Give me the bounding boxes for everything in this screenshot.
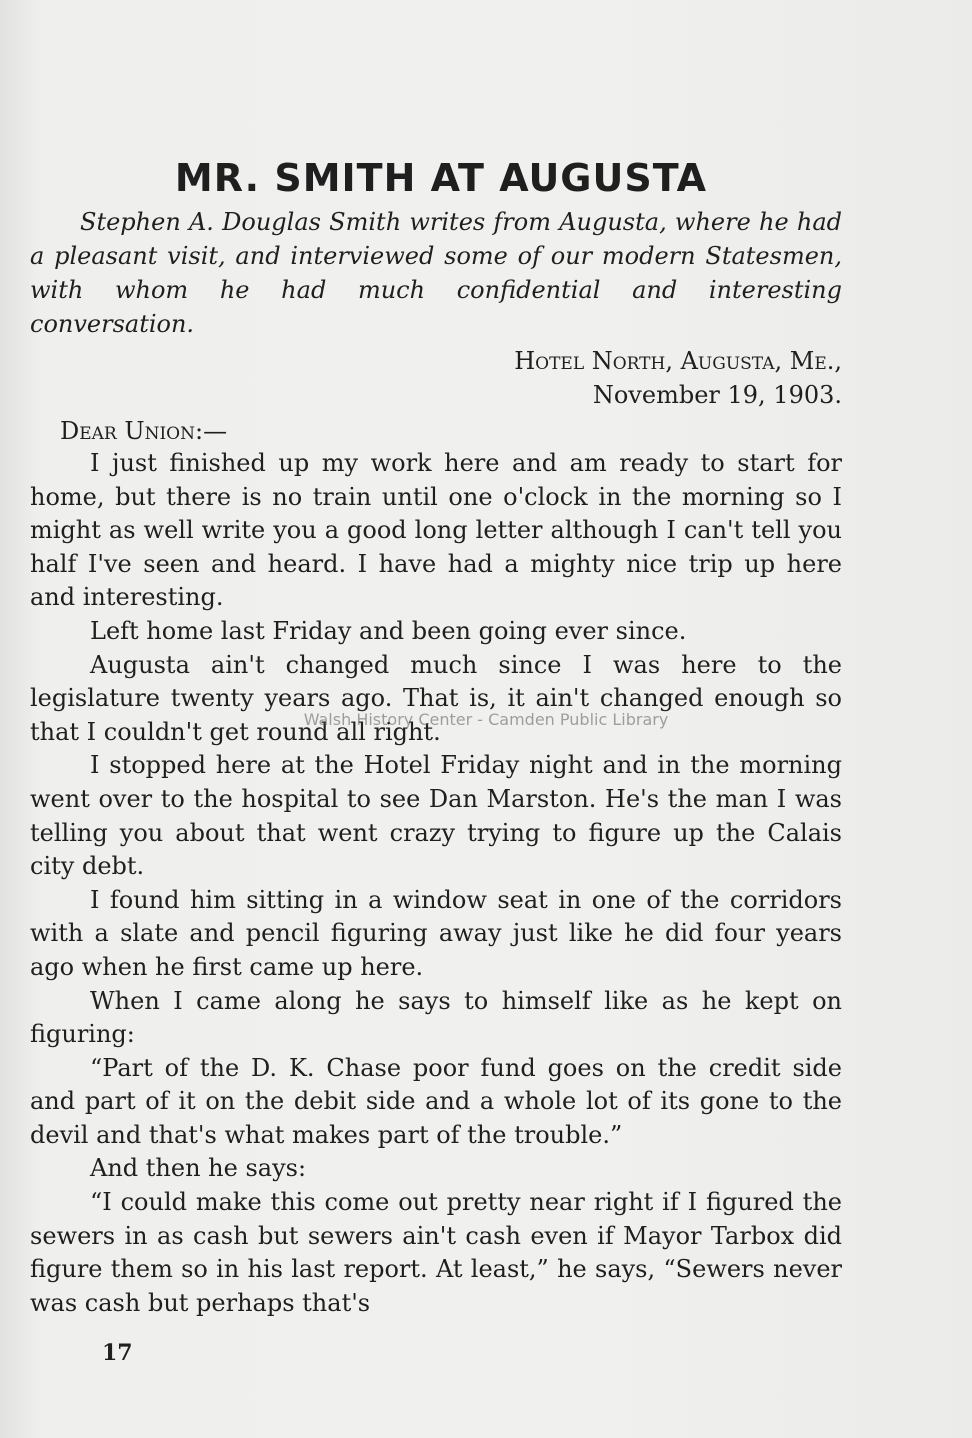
page-number: 17 <box>102 1340 133 1366</box>
body-paragraph: And then he says: <box>90 1154 307 1183</box>
watermark: Walsh History Center - Camden Public Library <box>303 710 669 729</box>
body-paragraph: I found him sitting in a window seat in one of the corridors with a slate and pencil figuring away just like he did four years ago when he first came up here. <box>30 885 842 981</box>
body-paragraph: When I came along he says to himself like as he kept on figuring: <box>30 986 842 1049</box>
body-paragraph: “Part of the D. K. Chase poor fund goes on the credit side and part of it on the debit side and a whole lot of its gone to the devil and that's what makes part of the trouble.” <box>30 1053 842 1149</box>
body-paragraph: Augusta ain't changed much since I was here to the legislature twenty years ago. That is, it ain't changed enough so that I couldn't get round all right. <box>30 650 842 746</box>
body-paragraph: I just finished up my work here and am ready to start for home, but there is no train until one o'clock in the morning so I might as well write you a good long letter although I can't tell you half I've seen and heard. I have had a mighty nice trip up here and interesting. <box>30 449 842 612</box>
letter-date: November 19, 1903. <box>592 381 842 409</box>
intro-paragraph: Stephen A. Douglas Smith writes from Augusta, where he had a pleasant visit, and interviewed some of our modern Statesmen, with whom he had much confidential and interesting conversation. <box>30 208 842 338</box>
letter-salutation: Dear Union:— <box>60 417 228 445</box>
page-title: MR. SMITH AT AUGUSTA <box>174 156 708 200</box>
letter-address: Hotel North, Augusta, Me., <box>514 347 842 375</box>
body-paragraph: I stopped here at the Hotel Friday night and in the morning went over to the hospital to see Dan Marston. He's the man I was telling you about that went crazy trying to figure up the Calais city debt. <box>30 751 842 881</box>
body-paragraph: “I could make this come out pretty near right if I figured the sewers in as cash but sewers ain't cash even if Mayor Tarbox did figure them so in his last report. At least,” he says, “Sewers never was cash but perhaps that's <box>30 1188 842 1317</box>
body-paragraph: Left home last Friday and been going ever since. <box>90 616 687 645</box>
letter-body <box>30 447 842 1320</box>
